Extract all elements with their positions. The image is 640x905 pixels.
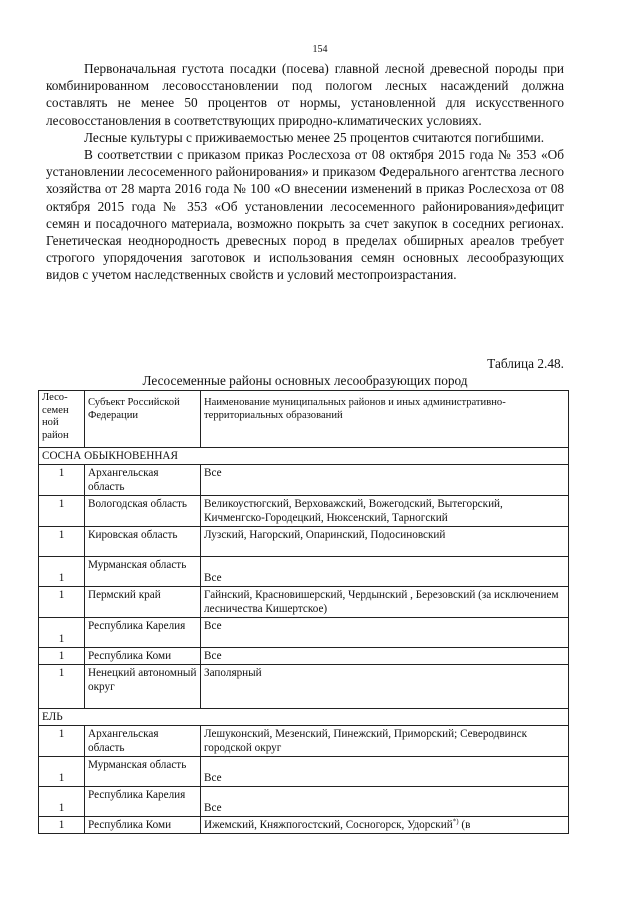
areas-cell: Все <box>201 787 569 817</box>
subject-cell: Республика Коми <box>85 648 201 665</box>
areas-cell <box>201 817 569 834</box>
section-row <box>39 448 569 465</box>
table-row <box>39 648 569 665</box>
table-row <box>39 817 569 834</box>
table-title: Лесосеменные районы основных лесообразующих пород <box>142 373 468 388</box>
table-row <box>39 726 569 757</box>
district-cell: 1 <box>39 527 85 557</box>
table-row <box>39 465 569 496</box>
district-cell: 1 <box>39 618 85 648</box>
subject-cell: Архангельская область <box>85 465 201 496</box>
subject-cell: Республика Карелия <box>85 618 201 648</box>
section-spruce: ЕЛЬ <box>39 709 569 726</box>
areas-cell: Все <box>201 618 569 648</box>
subject-cell: Вологодская область <box>85 496 201 527</box>
page-number: 154 <box>312 44 328 55</box>
areas-cell: Все <box>201 465 569 496</box>
areas-cell: Все <box>201 557 569 587</box>
table-row <box>39 527 569 557</box>
subject-cell: Ненецкий автономный округ <box>85 665 201 709</box>
header-federal-subject: Субъект Российской Федерации <box>85 391 201 448</box>
table-row <box>39 587 569 618</box>
paragraph-2: Лесные культуры с приживаемостью менее 25 процентов считаются погибшими. <box>84 129 545 145</box>
table-row <box>39 618 569 648</box>
paragraph-1: Первоначальная густота посадки (посева) главной лесной древесной породы при комбинированном лесовосстановлении под пологом лесных насаждений должна составлять не менее 50 процентов от нормы, установленной для искусственного лесовосстановления в соответствующих природно-климатических условиях. <box>46 61 564 128</box>
header-municipal-areas: Наименование муниципальных районов и иных административно-территориальных образований <box>201 391 569 448</box>
seed-zones-table <box>38 390 569 834</box>
subject-cell: Республика Карелия <box>85 787 201 817</box>
table-row <box>39 496 569 527</box>
subject-cell: Мурманская область <box>85 757 201 787</box>
areas-text: Ижемский, Княжпогостский, Сосногорск, Удорский <box>204 819 453 831</box>
district-cell: 1 <box>39 757 85 787</box>
subject-cell: Республика Коми <box>85 817 201 834</box>
subject-cell: Архангельская область <box>85 726 201 757</box>
areas-cell: Все <box>201 648 569 665</box>
table-header-row <box>39 391 569 448</box>
areas-cell: Лузский, Нагорский, Опаринский, Подосиновский <box>201 527 569 557</box>
district-cell: 1 <box>39 587 85 618</box>
areas-text-tail: (в <box>458 819 471 831</box>
district-cell: 1 <box>39 787 85 817</box>
table-row <box>39 787 569 817</box>
district-cell: 1 <box>39 817 85 834</box>
district-cell: 1 <box>39 465 85 496</box>
table-number: Таблица 2.48. <box>487 356 564 371</box>
district-cell: 1 <box>39 726 85 757</box>
paragraph-3: В соответствии с приказом приказ Рослесхоза от 08 октября 2015 года № 353 «Об установлении лесосеменного районирования» и приказом Федерального агентства лесного хозяйства от 28 марта 2016 года № 100 «О внесении изменений в приказ Рослесхоза от 08 октября 2015 года № 353 «Об установлении лесосеменного районирования»дефицит семян и посадочного материала, возможно покрыть за счет закупок в соседних регионах. Генетическая неоднородность древесных пород в пределах обширных ареалов требует строгого упорядочения заготовок и использования семян основных лесообразующих видов с учетом наследственных свойств и условий местопроизрастания. <box>46 147 564 283</box>
section-row <box>39 709 569 726</box>
areas-cell: Все <box>201 757 569 787</box>
district-cell: 1 <box>39 496 85 527</box>
district-cell: 1 <box>39 665 85 709</box>
body-text <box>46 60 564 284</box>
district-cell: 1 <box>39 648 85 665</box>
subject-cell: Пермский край <box>85 587 201 618</box>
subject-cell: Кировская область <box>85 527 201 557</box>
header-seed-district: Лесо-семен ной район <box>39 391 85 448</box>
section-pine: СОСНА ОБЫКНОВЕННАЯ <box>39 448 569 465</box>
areas-cell: Гайнский, Красновишерский, Чердынский , Березовский (за исключением лесничества Кишертское) <box>201 587 569 618</box>
table-row <box>39 757 569 787</box>
district-cell: 1 <box>39 557 85 587</box>
footnote-mark: *) <box>452 817 459 826</box>
table-row <box>39 665 569 709</box>
areas-cell: Лешуконский, Мезенский, Пинежский, Приморский; Северодвинск городской округ <box>201 726 569 757</box>
table-row <box>39 557 569 587</box>
subject-cell: Мурманская область <box>85 557 201 587</box>
areas-cell: Заполярный <box>201 665 569 709</box>
areas-cell: Великоустюгский, Верховажский, Вожегодский, Вытегорский, Кичменгско-Городецкий, Нюксенский, Тарногский <box>201 496 569 527</box>
